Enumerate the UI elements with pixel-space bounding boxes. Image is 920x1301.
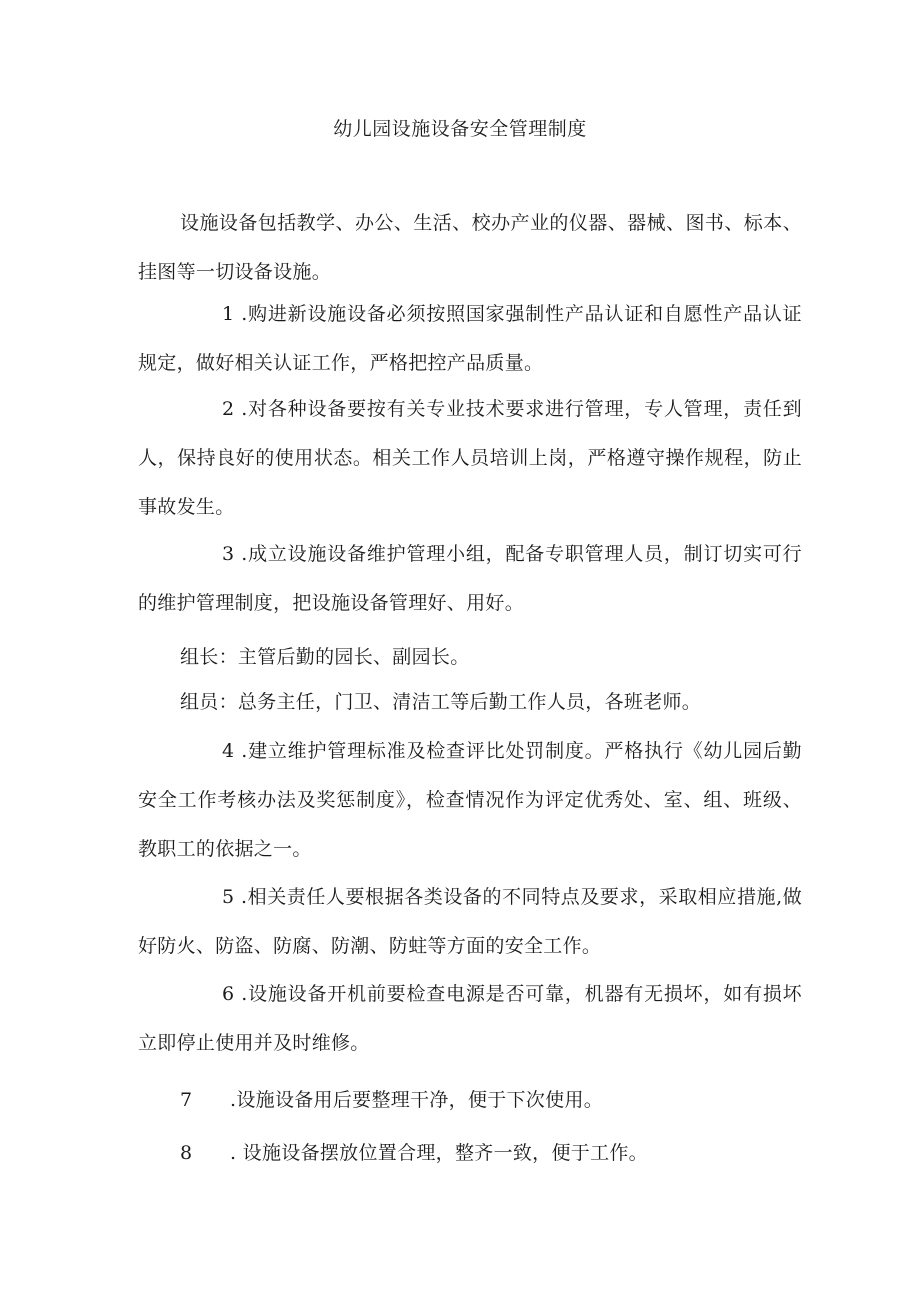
item-5 xyxy=(138,873,802,971)
item-number: 7 xyxy=(180,1089,193,1111)
item-text: .成立设施设备维护管理小组，配备专职管理人员，制订切实可行的维护管理制度，把设施设备管理好、用好。 xyxy=(138,543,802,614)
item-text: .相关责任人要根据各类设备的不同特点及要求，采取相应措施,做好防火、防盗、防腐、防潮、防蛀等方面的安全工作。 xyxy=(138,886,802,957)
item-number: 4 xyxy=(222,740,235,762)
item-number: 6 xyxy=(222,983,235,1005)
item-1 xyxy=(138,290,802,388)
item-number: 1 xyxy=(222,303,235,325)
item-text: .建立维护管理标准及检查评比处罚制度。严格执行《幼儿园后勤安全工作考核办法及奖惩制度》，检查情况作为评定优秀处、室、组、班级、教职工的依据之一。 xyxy=(138,740,802,860)
item-number: 8 xyxy=(180,1142,193,1164)
team-members-line: 组员：总务主任，门卫、清洁工等后勤工作人员，各班老师。 xyxy=(180,691,702,713)
item-number: 3 xyxy=(222,543,235,565)
item-text: .购进新设施设备必须按照国家强制性产品认证和自愿性产品认证规定，做好相关认证工作，严格把控产品质量。 xyxy=(138,303,802,374)
document-title: 幼儿园设施设备安全管理制度 xyxy=(333,118,587,140)
item-text: .对各种设备要按有关专业技术要求进行管理，专人管理，责任到人，保持良好的使用状态。相关工作人员培训上岗，严格遵守操作规程，防止事故发生。 xyxy=(138,398,802,518)
item-8 xyxy=(138,1129,802,1178)
item-text: .设施设备开机前要检查电源是否可靠，机器有无损坏，如有损坏立即停止使用并及时维修。 xyxy=(138,983,802,1054)
item-2 xyxy=(138,385,802,532)
item-6 xyxy=(138,970,802,1068)
item-text: . 设施设备摆放位置合理，整齐一致，便于工作。 xyxy=(230,1142,648,1164)
item-7 xyxy=(138,1076,802,1125)
item-4 xyxy=(138,727,802,874)
intro-paragraph: 设施设备包括教学、办公、生活、校办产业的仪器、器械、图书、标本、挂图等一切设备设施。 xyxy=(138,212,802,283)
item-number: 5 xyxy=(222,886,235,908)
item-text: .设施设备用后要整理干净，便于下次使用。 xyxy=(230,1089,604,1111)
item-number: 2 xyxy=(222,398,235,420)
team-leader-line: 组长：主管后勤的园长、副园长。 xyxy=(180,646,470,668)
item-3 xyxy=(138,530,802,628)
